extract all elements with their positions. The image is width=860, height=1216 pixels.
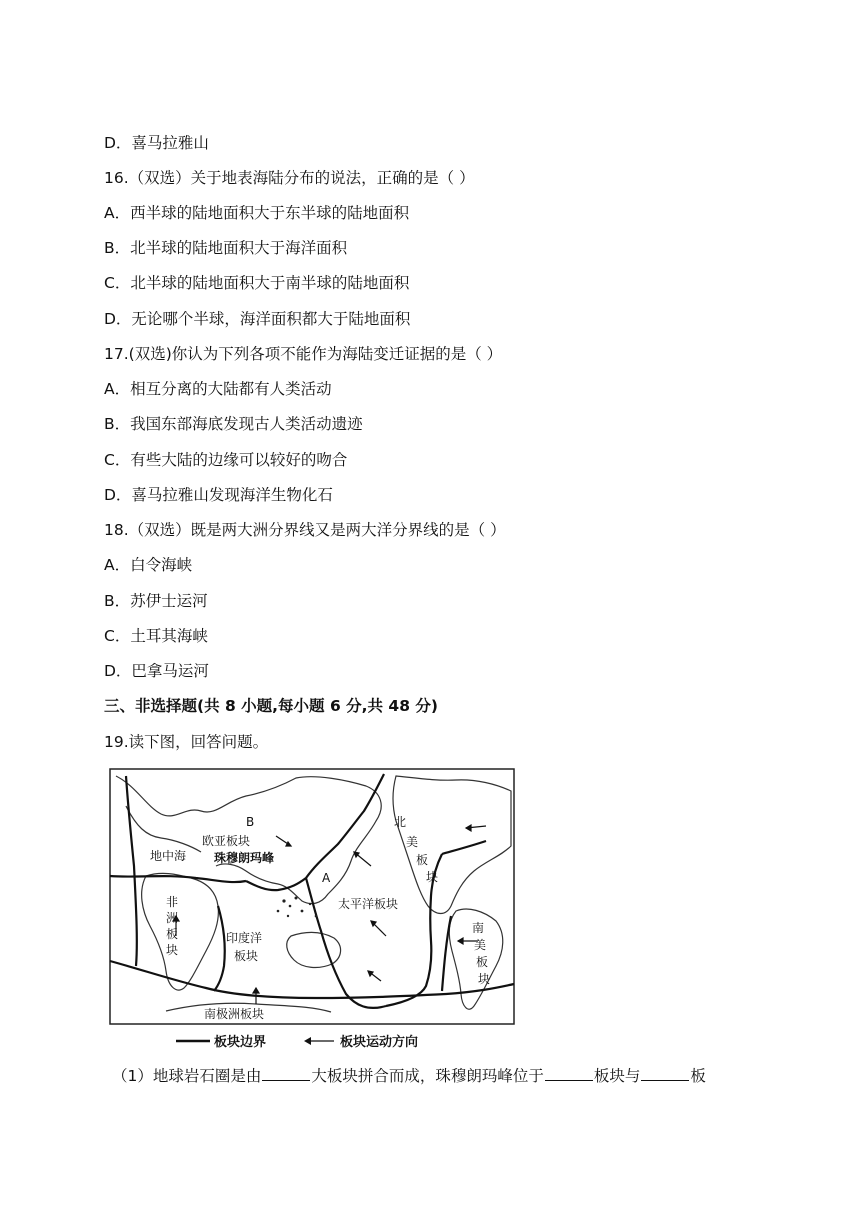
- map-label-indian-2: 板块: [234, 949, 259, 963]
- map-label-pacific: 太平洋板块: [338, 897, 399, 911]
- map-label-na-1: 北: [394, 815, 407, 829]
- q19-sub1-part2: 大板块拼合而成，珠穆朗玛峰位于: [311, 1067, 544, 1085]
- map-label-sa-1: 南: [472, 921, 485, 935]
- q16-option-a: A．西半球的陆地面积大于东半球的陆地面积: [104, 204, 410, 222]
- q19-sub1-part4: 板: [690, 1067, 706, 1085]
- map-label-indian-1: 印度洋: [226, 931, 263, 945]
- map-label-af-1: 非: [166, 895, 179, 909]
- map-label-na-2: 美: [406, 835, 419, 849]
- map-legend: [176, 1034, 418, 1050]
- answer-blank-2[interactable]: [545, 1066, 593, 1081]
- answer-blank-3[interactable]: [641, 1066, 689, 1081]
- q19-sub1: [112, 1066, 706, 1086]
- q18-option-c: C．土耳其海峡: [104, 627, 208, 645]
- q16-stem: 16.（双选）关于地表海陆分布的说法，正确的是（ ）: [104, 169, 475, 187]
- q18-option-a: A．白令海峡: [104, 556, 193, 574]
- map-label-sa-4: 块: [478, 972, 491, 986]
- q19-sub1-part1: （1）地球岩石圈是由: [112, 1067, 262, 1085]
- map-label-mediterranean: 地中海: [150, 849, 187, 863]
- section-title: 三、非选择题(共 8 小题,每小题 6 分,共 48 分): [104, 697, 438, 715]
- q17-stem: 17.(双选)你认为下列各项不能作为海陆变迁证据的是（ ）: [104, 345, 503, 363]
- map-label-na-4: 块: [426, 870, 439, 884]
- map-label-af-3: 板: [166, 927, 179, 941]
- q18-stem: 18.（双选）既是两大洲分界线又是两大洋分界线的是（ ）: [104, 521, 506, 539]
- map-label-b: B: [246, 815, 255, 829]
- q17-option-b: B．我国东部海底发现古人类活动遗迹: [104, 415, 363, 433]
- q18-option-b: B．苏伊士运河: [104, 592, 208, 610]
- answer-blank-1[interactable]: [262, 1066, 310, 1081]
- legend-motion-arrowhead: [304, 1037, 311, 1045]
- map-label-a: A: [322, 871, 331, 885]
- map-label-everest: 珠穆朗玛峰: [214, 851, 275, 865]
- q19-sub1-part3: 板块与: [593, 1067, 641, 1085]
- plate-tectonics-map: [106, 766, 518, 1053]
- map-label-antarctic: 南极洲板块: [204, 1007, 265, 1021]
- q16-option-b: B．北半球的陆地面积大于海洋面积: [104, 239, 348, 257]
- q15-option-d: D．喜马拉雅山: [104, 134, 209, 152]
- legend-motion-label: 板块运动方向: [340, 1035, 419, 1050]
- q17-option-c: C．有些大陆的边缘可以较好的吻合: [104, 451, 348, 469]
- map-label-sa-3: 板: [476, 955, 489, 969]
- map-label-af-4: 块: [166, 943, 179, 957]
- q16-option-d: D．无论哪个半球，海洋面积都大于陆地面积: [104, 310, 411, 328]
- map-label-na-3: 板: [416, 853, 429, 867]
- legend-boundary-label: 板块边界: [214, 1035, 267, 1050]
- q17-option-d: D．喜马拉雅山发现海洋生物化石: [104, 486, 333, 504]
- q19-stem: 19.读下图，回答问题。: [104, 733, 269, 751]
- map-label-sa-2: 美: [474, 938, 487, 952]
- q18-option-d: D．巴拿马运河: [104, 662, 209, 680]
- map-label-af-2: 洲: [166, 911, 179, 925]
- q16-option-c: C．北半球的陆地面积大于南半球的陆地面积: [104, 274, 410, 292]
- map-label-eurasia: 欧亚板块: [202, 834, 251, 848]
- q17-option-a: A．相互分离的大陆都有人类活动: [104, 380, 332, 398]
